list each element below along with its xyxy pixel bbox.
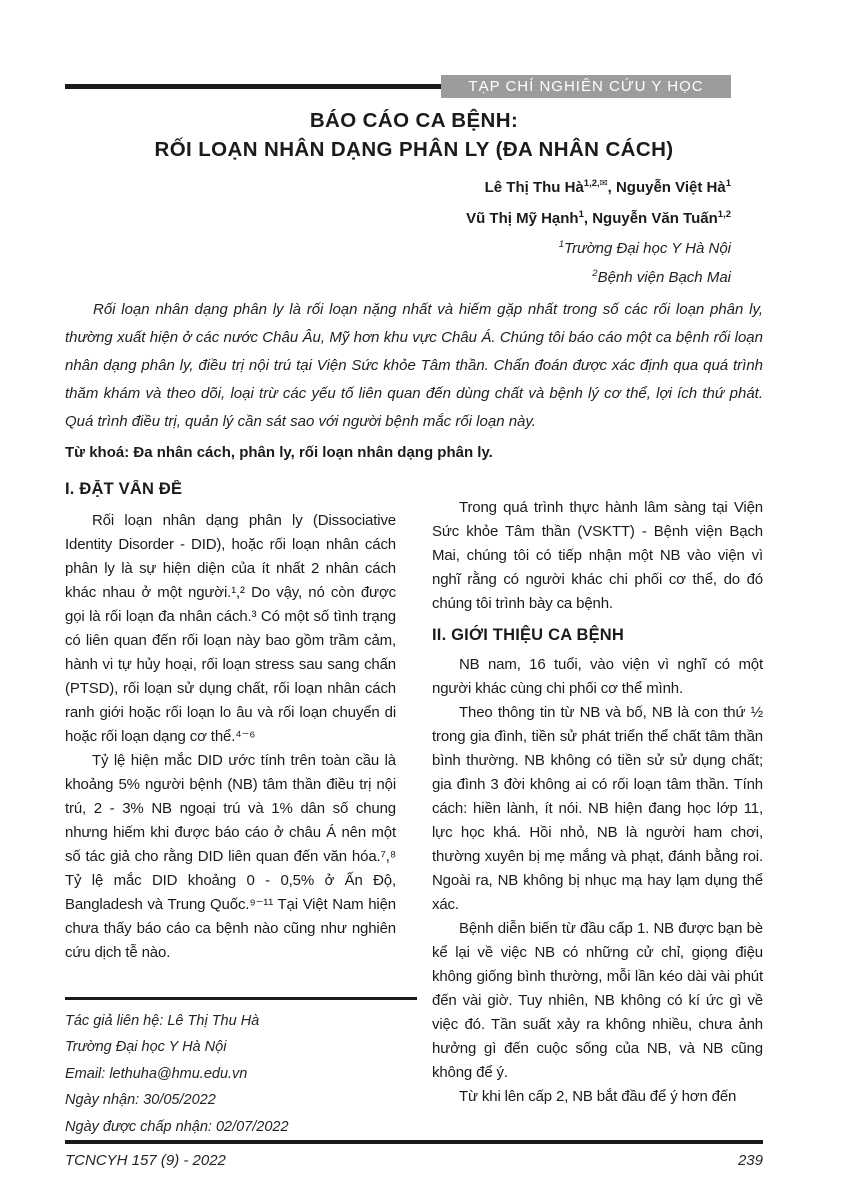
affiliation-name: Trường Đại học Y Hà Nội <box>564 240 731 257</box>
section2-paragraph-3: Bệnh diễn biến từ đầu cấp 1. NB được bạn bè kể lại về việc NB có những cử chỉ, giọng điệu không giống bình thường, mỗi lần kéo dài vài phút đến vài giờ. Tuy nhiên, NB không có kí ức gì về việc đó. Tần suất xảy ra không nhiều, chưa ảnh hưởng gì đến cuộc sống của NB, và NB cũng không để ý. <box>432 920 763 1081</box>
article-title-line-2: RỐI LOẠN NHÂN DẠNG PHÂN LY (ĐA NHÂN CÁCH) <box>154 138 674 161</box>
page-footer <box>65 1140 763 1169</box>
author-superscript: 1 <box>578 209 584 220</box>
section-heading-2: II. GIỚI THIỆU CA BỆNH <box>432 626 625 644</box>
author-superscript: 1,2,✉ <box>583 178 608 189</box>
section2-paragraph-1: NB nam, 16 tuổi, vào viện vì nghĩ có một người khác cùng chi phối cơ thể mình. <box>432 656 763 697</box>
correspondence-author: Tác giả liên hệ: Lê Thị Thu Hà <box>65 1012 260 1029</box>
affiliation-superscript: 1 <box>558 239 565 250</box>
author-line-2 <box>65 201 731 232</box>
section1-paragraph-1: Rối loạn nhân dạng phân ly (Dissociative Identity Disorder - DID), hoặc rối loạn nhân cách phân ly là sự hiện diện của ít nhất 2 nhân cách khác nhau ở một người.¹,² Do vậy, nó còn được gọi là rối loạn đa nhân cách.³ Có một số tình trạng có liên quan đến rối loạn này bao gồm trầm cảm, hành vi tự hủy hoại, rối loạn stress sau sang chấn (PTSD), rối loạn sử dụng chất, rối loạn nhân cách ranh giới hoặc rối loạn lo âu và rối loạn chuyển di hoặc rối loạn dạng cơ thể.⁴⁻⁶ <box>65 512 396 745</box>
author-name: , Nguyễn Văn Tuấn <box>583 210 718 227</box>
footer-page-number: 239 <box>737 1152 763 1169</box>
two-column-body <box>65 480 763 1140</box>
affiliation-2 <box>65 261 731 290</box>
article-title <box>65 106 763 164</box>
affiliation-superscript: 2 <box>592 268 598 279</box>
left-column <box>65 480 396 1140</box>
section1-paragraph-2: Tỷ lệ hiện mắc DID ước tính trên toàn cầu là khoảng 5% người bệnh (NB) tâm thần điều trị nội trú, 2 - 3% NB ngoại trú và 1% dân số chung nhưng hiếm khi được báo cáo ở châu Á nên một số tác giả cho rằng DID liên quan đến văn hóa.⁷,⁸ Tỷ lệ mắc DID khoảng 0 - 0,5% ở Ấn Độ, Bangladesh và Trung Quốc.⁹⁻¹¹ Tại Việt Nam hiện chưa thấy báo cáo ca bệnh nào cũng như nghiên cứu dịch tễ nào. <box>65 752 396 961</box>
author-name: Vũ Thị Mỹ Hạnh <box>466 210 579 227</box>
author-name: Lê Thị Thu Hà <box>484 179 584 196</box>
affiliation-1 <box>65 232 731 261</box>
author-superscript: 1 <box>725 178 731 189</box>
correspondence-received-date: Ngày nhận: 30/05/2022 <box>65 1092 216 1108</box>
affiliation-name: Bệnh viện Bạch Mai <box>597 269 731 286</box>
right-column <box>432 480 763 1140</box>
correspondence-email: Email: lethuha@hmu.edu.vn <box>65 1065 248 1082</box>
section-heading-1: I. ĐẶT VẤN ĐỀ <box>65 480 183 498</box>
article-title-line-1: BÁO CÁO CA BỆNH: <box>309 109 519 132</box>
affiliation-block <box>65 232 763 290</box>
author-line-1 <box>65 170 731 201</box>
author-superscript: 1,2 <box>717 209 731 220</box>
section1-paragraph-3: Trong quá trình thực hành lâm sàng tại Viện Sức khỏe Tâm thần (VSKTT) - Bệnh viện Bạch Mai, chúng tôi có tiếp nhận một NB vào viện vì nghĩ rằng có người khác chi phối cơ thể, do đó chúng tôi trình bày ca bệnh. <box>432 499 763 612</box>
author-block <box>65 170 763 232</box>
correspondence-accepted-date: Ngày được chấp nhận: 02/07/2022 <box>65 1118 289 1135</box>
correspondence-block <box>65 997 417 1141</box>
section2-paragraph-2: Theo thông tin từ NB và bố, NB là con thứ ½ trong gia đình, tiền sử phát triển thể chất tâm thần bình thường. NB không có tiền sử sử dụng chất; gia đình 3 đời không ai có rối loạn tâm thần. Tính cách: hiền lành, ít nói. NB hiện đang học lớp 11, lực học khá. Hồi nhỏ, NB là người ham chơi, thường xuyên bị mẹ mắng và phạt, đánh bằng roi. Ngoài ra, NB không bị nhục mạ hay lạm dụng thể xác. <box>432 704 763 913</box>
correspondence-institution: Trường Đại học Y Hà Nội <box>65 1039 227 1055</box>
journal-header <box>65 75 763 98</box>
footer-journal-reference: TCNCYH 157 (9) - 2022 <box>65 1152 226 1169</box>
header-rule <box>65 84 441 89</box>
keywords-line: Từ khoá: Đa nhân cách, phân ly, rối loạn nhân dạng phân ly. <box>65 444 493 461</box>
journal-name-banner: TẠP CHÍ NGHIÊN CỨU Y HỌC <box>441 75 731 98</box>
abstract-paragraph: Rối loạn nhân dạng phân ly là rối loạn nặng nhất và hiếm gặp nhất trong số các rối loạn phân ly, thường xuất hiện ở các nước Châu Âu, Mỹ hơn khu vực Châu Á. Chúng tôi báo cáo một ca bệnh rối loạn nhân dạng phân ly, điều trị nội trú tại Viện Sức khỏe Tâm thần. Chẩn đoán được xác định qua quá trình thăm khám và theo dõi, loại trừ các yếu tố liên quan đến dùng chất và bệnh lý cơ thể, lợi ích thứ phát. Quá trình điều trị, quản lý cần sát sao với người bệnh mắc rối loạn này. <box>65 301 763 430</box>
section2-paragraph-4: Từ khi lên cấp 2, NB bắt đầu để ý hơn đến <box>459 1088 737 1105</box>
author-name: , Nguyễn Việt Hà <box>607 179 726 196</box>
